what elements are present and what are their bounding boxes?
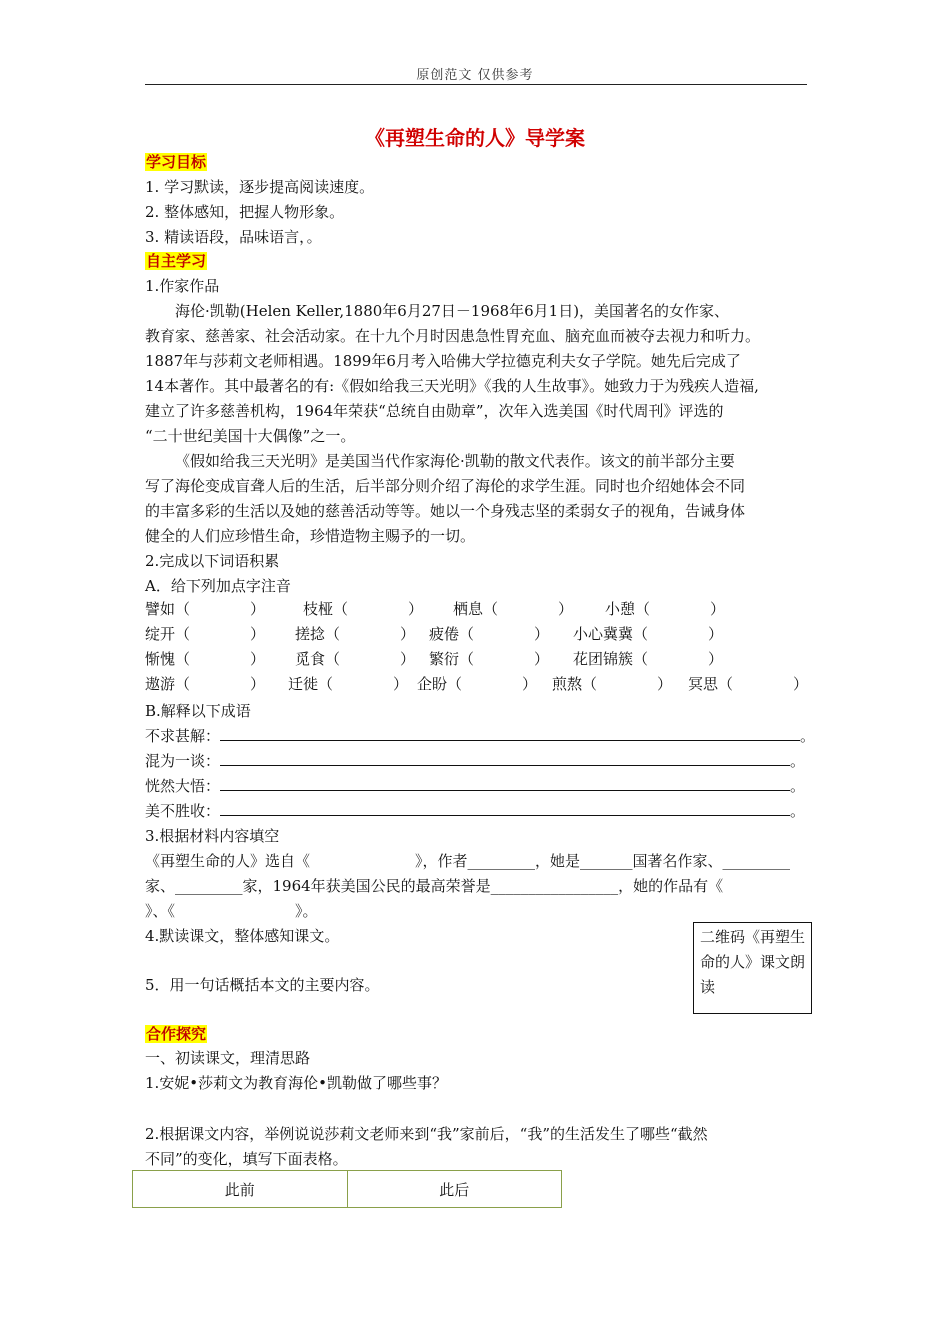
page-header: 原创范文 仅供参考 — [416, 68, 534, 83]
pinyin-item: 绽开（ ） — [145, 625, 266, 643]
goal-item-2: 2. 整体感知，把握人物形象。 — [145, 203, 345, 221]
idiom-label: 恍然大悟： — [145, 777, 221, 795]
cooperate-sub1: 一、初读课文，理清思路 — [145, 1049, 311, 1067]
idiom-end: 。 — [790, 802, 806, 820]
goal-item-1: 1. 学习默读，逐步提高阅读速度。 — [145, 178, 375, 196]
table-header-after: 此后 — [347, 1171, 562, 1208]
answer-blank[interactable] — [220, 726, 800, 741]
answer-blank[interactable] — [220, 751, 790, 766]
header-divider — [145, 84, 807, 85]
pinyin-item: 煎熬（ ） — [552, 675, 673, 693]
idiom-line-1 — [145, 726, 815, 746]
pinyin-item: 迁徙（ ） — [288, 675, 409, 693]
q5-text: 5．用一句话概括本文的主要内容。 — [145, 976, 380, 994]
q3-title: 3.根据材料内容填空 — [145, 827, 280, 845]
author-line-6: “二十世纪美国十大偶像”之一。 — [145, 427, 356, 445]
cooperate-q2-line-2: 不同”的变化，填写下面表格。 — [145, 1150, 348, 1168]
pinyin-item: 搓捻（ ） — [295, 625, 416, 643]
work-line-1: 《假如给我三天光明》是美国当代作家海伦·凯勒的散文代表作。该文的前半部分主要 — [175, 452, 735, 470]
answer-blank[interactable] — [220, 776, 790, 791]
document-title: 《再塑生命的人》导学案 — [365, 126, 585, 150]
q2-title: 2.完成以下词语积累 — [145, 552, 280, 570]
pinyin-item: 冥思（ ） — [688, 675, 809, 693]
author-line-2: 教育家、慈善家、社会活动家。在十九个月时因患急性胃充血、脑充血而被夺去视力和听力。 — [145, 327, 761, 345]
q1-title: 1.作家作品 — [145, 277, 220, 295]
cooperate-q1: 1.安妮•莎莉文为教育海伦•凯勒做了哪些事？ — [145, 1074, 448, 1092]
goals-heading: 学习目标 — [146, 153, 207, 171]
pinyin-item: 小心冀冀（ ） — [573, 625, 724, 643]
self-study-heading: 自主学习 — [146, 252, 207, 270]
cooperate-heading: 合作探究 — [146, 1025, 207, 1043]
idiom-line-4 — [145, 801, 805, 821]
author-intro — [145, 299, 810, 449]
idiom-label: 不求甚解： — [145, 727, 221, 745]
pinyin-item: 惭愧（ ） — [145, 650, 266, 668]
pinyin-item: 觅食（ ） — [295, 650, 416, 668]
pinyin-row-1 — [145, 598, 815, 620]
self-study-heading-line — [145, 251, 207, 271]
qr-code-box: 二维码《再塑生命的人》课文朗读 — [693, 922, 812, 1014]
pinyin-item: 花团锦簇（ ） — [573, 650, 724, 668]
fill-line-1: 《再塑生命的人》选自《 》，作者_________，她是_______国著名作家、_________ — [145, 852, 791, 870]
answer-blank[interactable] — [220, 801, 790, 816]
goal-item-3: 3. 精读语段，品味语言，。 — [145, 228, 322, 246]
pinyin-item: 譬如（ ） — [145, 600, 266, 618]
work-line-2: 写了海伦变成盲聋人后的生活，后半部分则介绍了海伦的求学生涯。同时也介绍她体会不同 — [145, 477, 746, 495]
author-line-3: 1887年与莎莉文老师相遇。1899年6月考入哈佛大学拉德克利夫女子学院。她先后完成了 — [145, 352, 741, 370]
work-intro — [145, 449, 810, 549]
idiom-line-2 — [145, 751, 805, 771]
work-line-4: 健全的人们应珍惜生命，珍惜造物主赐予的一切。 — [145, 527, 476, 545]
idiom-line-3 — [145, 776, 805, 796]
pinyin-item: 繁衍（ ） — [429, 650, 550, 668]
pinyin-item: 遨游（ ） — [145, 675, 266, 693]
comparison-table — [132, 1170, 562, 1208]
pinyin-row-3 — [145, 648, 815, 670]
pinyin-row-4 — [145, 673, 815, 695]
author-line-5: 建立了许多慈善机构，1964年荣获“总统自由勋章”，次年入选美国《时代周刊》评选的 — [145, 402, 724, 420]
pinyin-item: 栖息（ ） — [453, 600, 574, 618]
pinyin-item: 企盼（ ） — [417, 675, 538, 693]
pinyin-row-2 — [145, 623, 815, 645]
fill-line-2: 家、_________家，1964年获美国公民的最高荣誉是_________________，她的作品有《 — [145, 877, 724, 895]
fill-line-3: 》、《 》。 — [145, 902, 318, 920]
idiom-title: B.解释以下成语 — [145, 702, 251, 720]
goals-heading-line — [145, 152, 207, 172]
author-line-1: 海伦·凯勒(Helen Keller,1880年6月27日－1968年6月1日)，美国著名的女作家、 — [175, 302, 730, 320]
pinyin-item: 小憩（ ） — [605, 600, 726, 618]
idiom-end: 。 — [790, 777, 806, 795]
idiom-label: 混为一谈： — [145, 752, 221, 770]
idiom-label: 美不胜收： — [145, 802, 221, 820]
cooperate-heading-line — [145, 1024, 207, 1044]
pinyin-item: 枝桠（ ） — [303, 600, 424, 618]
work-line-3: 的丰富多彩的生活以及她的慈善活动等等。她以一个身残志坚的柔弱女子的视角，告诫身体 — [145, 502, 746, 520]
author-line-4: 14本著作。其中最著名的有:《假如给我三天光明》《我的人生故事》。她致力于为残疾人造福, — [145, 377, 759, 395]
pinyin-title: A．给下列加点字注音 — [145, 577, 291, 595]
table-header-before: 此前 — [133, 1171, 348, 1208]
q4-text: 4.默读课文，整体感知课文。 — [145, 927, 340, 945]
cooperate-q2-line-1: 2.根据课文内容，举例说说莎莉文老师来到“我”家前后，“我”的生活发生了哪些“截然 — [145, 1125, 708, 1143]
idiom-end: 。 — [800, 727, 816, 745]
pinyin-item: 疲倦（ ） — [429, 625, 550, 643]
idiom-end: 。 — [790, 752, 806, 770]
